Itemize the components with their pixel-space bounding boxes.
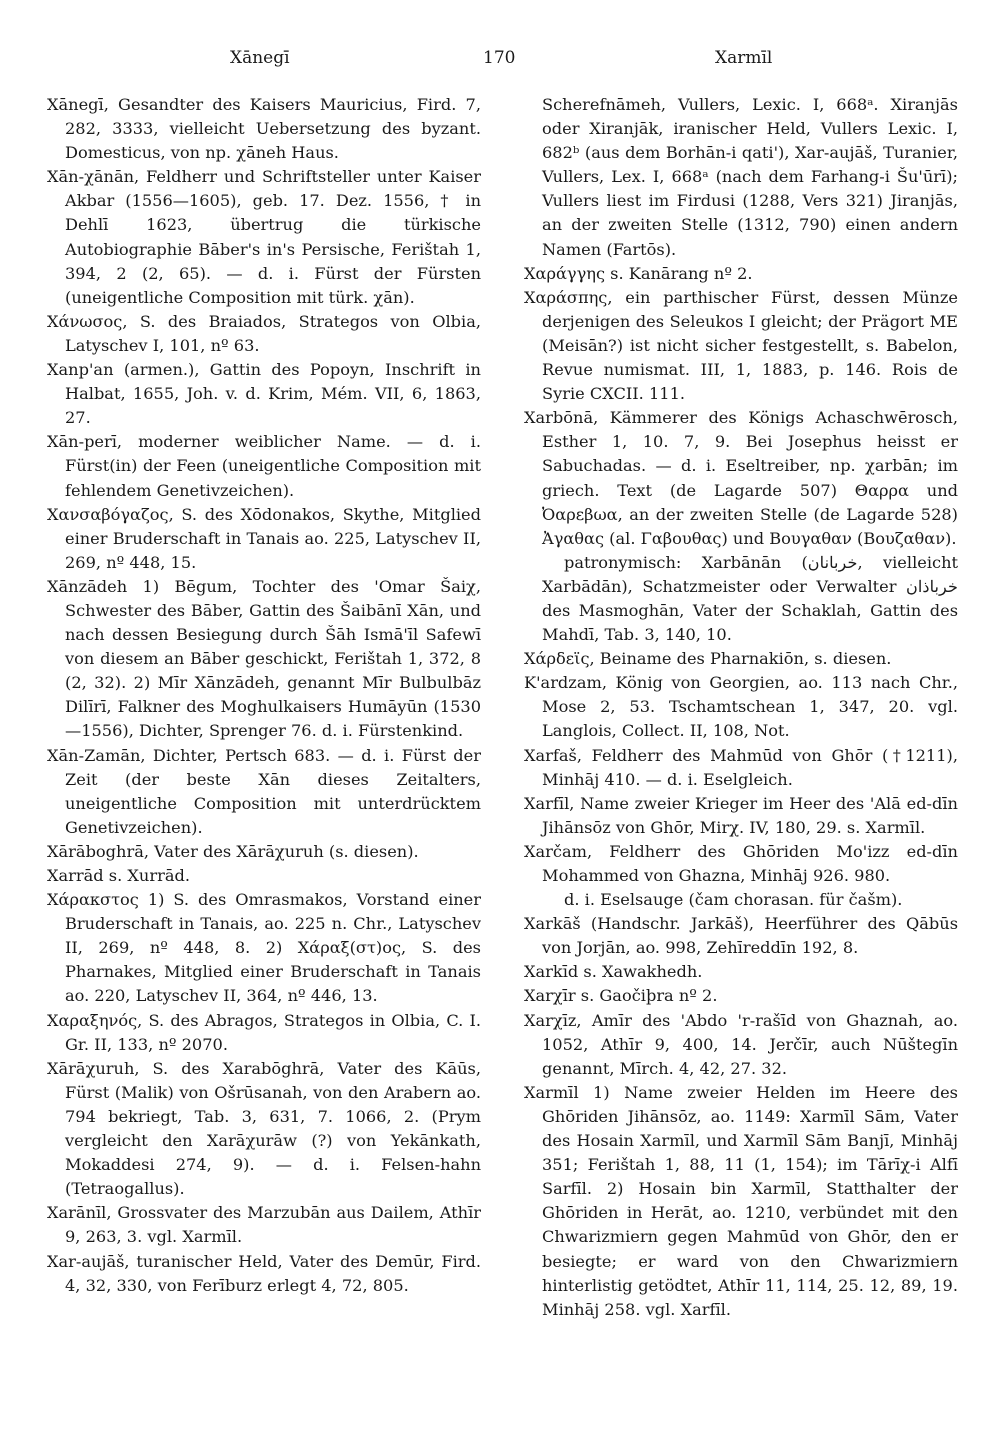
- dictionary-entry: Xarbōnā, Kämmerer des Königs Achaschwērosch, Esther 1, 10. 7, 9. Bei Josephus heisst er Sabuchadas. — d. i. Eseltreiber, np. χarbān; im griech. Text (de Lagarde 507) Θαρρα und Ὀαρεβωα, an der zweiten Stelle (de Lagarde 528) Ἀγαθας (al. Γαβουθας) und Βουγαθαν (Βουζαθαν).: [524, 408, 958, 548]
- dictionary-entry: Xān-χānān, Feldherr und Schriftsteller unter Kaiser Akbar (1556—1605), geb. 17. Dez. 1556, † in Dehlī 1623, übertrug die türkische Autobiographie Bāber's in's Persische, Ferištah 1, 394, 2 (2, 65). — d. i. Fürst der Fürsten (uneigentliche Composition mit türk. χān).: [47, 167, 481, 307]
- dictionary-entry: Χανσαβόγαζος, S. des Xōdonakos, Skythe, Mitglied einer Bruderschaft in Tanais ao. 225, Latyschev II, 269, nº 448, 15.: [47, 504, 481, 572]
- dictionary-entry: K'ardzam, König von Georgien, ao. 113 nach Chr., Mose 2, 53. Tschamtschean 1, 347, 20. vgl. Langlois, Collect. II, 108, Not.: [524, 673, 958, 741]
- dictionary-entry: Xān-perī, moderner weiblicher Name. — d. i. Fürst(in) der Feen (uneigentliche Composition mit fehlendem Genetivzeichen).: [47, 432, 481, 500]
- dictionary-entry: Xar-aujāš, turanischer Held, Vater des Demūr, Fird. 4, 32, 330, von Ferīburz erlegt 4, 72, 805.: [47, 1251, 481, 1295]
- dictionary-entry: Xarkāš (Handschr. Jarkāš), Heerführer des Qābūs von Jorjān, ao. 998, Zehīreddīn 192, 8.: [524, 914, 958, 958]
- dictionary-entry: Xarfīl, Name zweier Krieger im Heer des 'Alā ed-dīn Jihānsōz von Ghōr, Mirχ. IV, 180, 29. s. Xarmīl.: [524, 793, 958, 837]
- dictionary-entry: Xān-Zamān, Dichter, Pertsch 683. — d. i. Fürst der Zeit (der beste Xān dieses Zeitalters, uneigentliche Composition mit unterdrücktem Genetivzeichen).: [47, 745, 481, 837]
- page-header: [0, 48, 1000, 72]
- dictionary-entry: Χάρδεϊς, Beiname des Pharnakiōn, s. diesen.: [524, 649, 892, 669]
- dictionary-entry: Xarānīl, Grossvater des Marzubān aus Dailem, Athīr 9, 263, 3. vgl. Xarmīl.: [47, 1203, 481, 1247]
- right-column: [524, 93, 958, 1322]
- running-head-left: Xānegī: [230, 48, 290, 68]
- dictionary-entry: Χαράσπης, ein parthischer Fürst, dessen Münze derjenigen des Seleukos I gleicht; der Prägort ME (Meisān?) ist nicht sicher festgestellt, s. Babelon, Revue numismat. III, 1, 1883, p. 146. Rois de Syrie CXCII. 111.: [524, 287, 958, 404]
- entry-subparagraph: patronymisch: Xarbānān (خربانان, vielleicht Xarbādān), Schatzmeister oder Verwalter خرباذان des Masmoghān, Vater der Schaklah, Gattin des Mahdī, Tab. 3, 140, 10.: [542, 552, 958, 645]
- dictionary-entry: Xarrād s. Xurrād.: [47, 866, 190, 885]
- left-column: [47, 93, 481, 1298]
- dictionary-entry: Xarmīl 1) Name zweier Helden im Heere des Ghōriden Jihānsōz, ao. 1149: Xarmīl Sām, Vater des Hosain Xarmīl, und Xarmīl Sām Banjī, Minhāj 351; Ferištah 1, 88, 11 (1, 154); im Tārīχ-i Alfī Sarfīl. 2) Hosain bin Xarmīl, Statthalter der Ghōriden in Herāt, ao. 1210, verbündet mit den Chwarizmiern gegen Mahmūd von Ghōr, den er besiegte; er ward von den Chwarizmiern hinterlistig getödtet, Athīr 11, 114, 25. 12, 89, 19. Minhāj 258. vgl. Xarfīl.: [524, 1082, 958, 1319]
- dictionary-entry: Xarχīz, Amīr des 'Abdo 'r-rašīd von Ghaznah, ao. 1052, Athīr 9, 400, 14. Jerčīr, auch Nūštegīn genannt, Mīrch. 4, 42, 27. 32.: [524, 1010, 958, 1078]
- dictionary-entry: Χαραξηνός, S. des Abragos, Strategos in Olbia, C. I. Gr. II, 133, nº 2070.: [47, 1010, 481, 1054]
- entry-subparagraph: d. i. Eselsauge (čam chorasan. für čašm).: [564, 890, 903, 910]
- dictionary-entry: Xarčam, Feldherr des Ghōriden Mo'izz ed-dīn Mohammed von Ghazna, Minhāj 926. 980.: [524, 841, 958, 885]
- dictionary-entry: Xarfaš, Feldherr des Mahmūd von Ghōr (†1211), Minhāj 410. — d. i. Eselgleich.: [524, 745, 958, 789]
- dictionary-entry: Xānzādeh 1) Bēgum, Tochter des 'Omar Šaiχ, Schwester des Bāber, Gattin des Šaibānī Xān, und nach dessen Besiegung durch Šāh Ismā'īl Safewī von diesem an Bāber geschickt, Ferištah 1, 372, 8 (2, 32). 2) Mīr Xānzādeh, genannt Mīr Bulbulbāz Dilīrī, Falkner des Moghulkaisers Humāyūn (1530—1556), Dichter, Sprenger 76. d. i. Fürstenkind.: [47, 576, 481, 741]
- dictionary-entry: Xarχīr s. Gaočiþra nº 2.: [524, 986, 718, 1006]
- page-number: 170: [483, 48, 516, 68]
- dictionary-entry: Xanp'an (armen.), Gattin des Popoyn, Inschrift in Halbat, 1655, Joh. v. d. Krim, Mém. VII, 6, 1863, 27.: [47, 360, 481, 428]
- dictionary-entry: Xārāboghrā, Vater des Xārāχuruh (s. diesen).: [47, 841, 419, 861]
- continued-entry: Scherefnāmeh, Vullers, Lexic. I, 668ᵃ. Xiranjās oder Xiranjāk, iranischer Held, Vullers Lexic. I, 682ᵇ (aus dem Borhān-i qati'), Xar-aujāš, Turanier, Vullers, Lex. I, 668ᵃ (nach dem Farhang-i Šu'ūrī); Vullers liest im Firdusi (1288, Vers 321) Jiranjās, an der zweiten Stelle (1312, 790) einen andern Namen (Fartōs).: [542, 95, 958, 259]
- dictionary-entry: Χάρακστος 1) S. des Omrasmakos, Vorstand einer Bruderschaft in Tanais, ao. 225 n. Chr., Latyschev II, 269, nº 448, 8. 2) Χάραξ(στ)ος, S. des Pharnakes, Mitglied einer Bruderschaft in Tanais ao. 220, Latyschev II, 364, nº 446, 13.: [47, 890, 481, 1006]
- dictionary-entry: Xānegī, Gesandter des Kaisers Mauricius, Fird. 7, 282, 3333, vielleicht Uebersetzung des byzant. Domesticus, von np. χāneh Haus.: [47, 95, 481, 163]
- running-head-right: Xarmīl: [715, 48, 773, 68]
- dictionary-entry: Xarkīd s. Xawakhedh.: [524, 962, 703, 982]
- dictionary-entry: Χάνωσος, S. des Braiados, Strategos von Olbia, Latyschev I, 101, nº 63.: [47, 311, 481, 355]
- dictionary-entry: Xārāχuruh, S. des Xarabōghrā, Vater des Kāūs, Fürst (Malik) von Ošrūsanah, von den Arabern ao. 794 bekriegt, Tab. 3, 631, 7. 1066, 2. (Prym vergleicht den Xarāχurāw (?) von Yekānkath, Mokaddesi 274, 9). — d. i. Felsen-hahn (Tetraogallus).: [47, 1058, 481, 1199]
- dictionary-entry: Χαράγγης s. Kanārang nº 2.: [524, 263, 753, 283]
